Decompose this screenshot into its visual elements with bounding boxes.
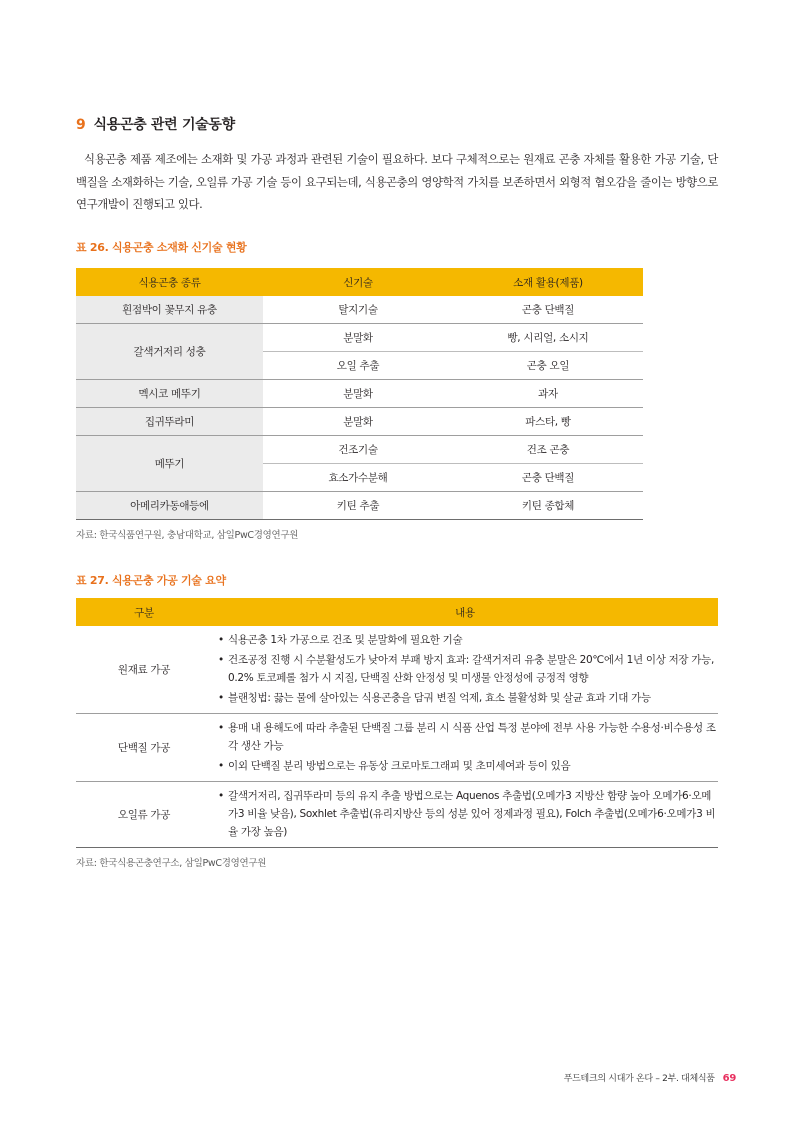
table-row: [76, 408, 643, 436]
list-item: • 이외 단백질 분리 방법으로는 유동상 크로마토그래피 및 초미세여과 등이 있음: [218, 757, 718, 775]
list-item: • 건조공정 진행 시 수분활성도가 낮아져 부패 방지 효과: 갈색거저리 유충 분말은 20℃에서 1년 이상 저장 가능, 0.2% 토코페롤 첨가 시 지질, 단백질 산화 안정성 및 미생물 안정성에 긍정적 영향: [218, 651, 718, 687]
tech-cell: 분말화: [263, 408, 453, 436]
intro-text: 식용곤충 제품 제조에는 소재화 및 가공 과정과 관련된 기술이 필요하다. 보다 구체적으로는 원재료 곤충 자체를 활용한 가공 기술, 단백질을 소재화하는 기술, 오일류 가공 기술 등이 요구되는데, 식용곤충의 영양학적 가치를 보존하면서 외형적 혐오감을 줄이는 방향으로 연구개발이 진행되고 있다.: [76, 152, 718, 211]
insect-cell: 집귀뚜라미: [76, 408, 263, 436]
insect-cell: 갈색거저리 성충: [76, 324, 263, 380]
list-item: • 식용곤충 1차 가공으로 건조 및 분말화에 필요한 기술: [218, 631, 718, 649]
insect-cell: 멕시코 메뚜기: [76, 380, 263, 408]
table26-header-tech: 신기술: [263, 268, 453, 296]
list-item: • 블랜칭법: 끓는 물에 살아있는 식용곤충을 담궈 변질 억제, 효소 불활성화 및 살균 효과 기대 가능: [218, 689, 718, 707]
tech-cell: 탈지기술: [263, 296, 453, 324]
table-row: [76, 492, 643, 520]
list-item: • 용매 내 용해도에 따라 추출된 단백질 그룹 분리 시 식품 산업 특정 분야에 전부 사용 가능한 수용성·비수용성 조각 생산 가능: [218, 719, 718, 755]
table27-caption: 표 27. 식용곤충 가공 기술 요약: [76, 574, 226, 587]
table26: [76, 268, 643, 520]
insect-cell: 흰점박이 꽃무지 유충: [76, 296, 263, 324]
section-title: 식용곤충 관련 기술동향: [93, 117, 235, 133]
use-cell: 곤충 오일: [453, 352, 643, 380]
tech-cell: 효소가수분해: [263, 464, 453, 492]
content-cell: [212, 782, 718, 848]
table27-header-row: [76, 598, 718, 626]
section-heading: [76, 114, 235, 134]
table27: [76, 598, 718, 848]
bullet-list: [212, 719, 718, 775]
use-cell: 곤충 단백질: [453, 464, 643, 492]
bullet-list: [212, 631, 718, 707]
page-number: 69: [722, 1073, 736, 1084]
table26-header-use: 소재 활용(제품): [453, 268, 643, 296]
tech-cell: 분말화: [263, 380, 453, 408]
section-number: 9: [76, 117, 86, 133]
use-cell: 건조 곤충: [453, 436, 643, 464]
intro-paragraph: [76, 148, 718, 216]
tech-cell: 오일 추출: [263, 352, 453, 380]
insect-cell: 메뚜기: [76, 436, 263, 492]
table27-header-category: 구분: [76, 598, 212, 626]
table27-header-content: 내용: [212, 598, 718, 626]
tech-cell: 키틴 추출: [263, 492, 453, 520]
category-cell: 오일류 가공: [76, 782, 212, 848]
footer-text: 푸드테크의 시대가 온다 – 2부. 대체식품: [563, 1074, 715, 1084]
table-row: [76, 296, 643, 324]
table-row: [76, 436, 643, 464]
content-cell: [212, 626, 718, 714]
use-cell: 곤충 단백질: [453, 296, 643, 324]
tech-cell: 분말화: [263, 324, 453, 352]
table-row: [76, 626, 718, 714]
list-item: • 갈색거저리, 집귀뚜라미 등의 유지 추출 방법으로는 Aquenos 추출법(오메가3 지방산 함량 높아 오메가6·오메가3 비율 낮음), Soxhlet 추출법(유리지방산 등의 성분 있어 정제과정 필요), Folch 추출법(오메가6·오메가3 비율 가장 높음): [218, 787, 718, 841]
tech-cell: 건조기술: [263, 436, 453, 464]
table26-header-insect: 식용곤충 종류: [76, 268, 263, 296]
table-row: [76, 380, 643, 408]
content-cell: [212, 714, 718, 782]
table-row: [76, 782, 718, 848]
use-cell: 키틴 종합체: [453, 492, 643, 520]
insect-cell: 아메리카동애등에: [76, 492, 263, 520]
table-row: [76, 714, 718, 782]
table26-caption: 표 26. 식용곤충 소재화 신기술 현황: [76, 241, 247, 254]
table-row: [76, 324, 643, 352]
page-footer: [564, 1071, 736, 1084]
use-cell: 빵, 시리얼, 소시지: [453, 324, 643, 352]
bullet-list: [212, 787, 718, 841]
table26-header-row: [76, 268, 643, 296]
table27-source: 자료: 한국식용곤충연구소, 삼일PwC경영연구원: [76, 858, 267, 869]
category-cell: 원재료 가공: [76, 626, 212, 714]
category-cell: 단백질 가공: [76, 714, 212, 782]
use-cell: 파스타, 빵: [453, 408, 643, 436]
table26-source: 자료: 한국식품연구원, 충남대학교, 삼일PwC경영연구원: [76, 530, 299, 541]
use-cell: 과자: [453, 380, 643, 408]
